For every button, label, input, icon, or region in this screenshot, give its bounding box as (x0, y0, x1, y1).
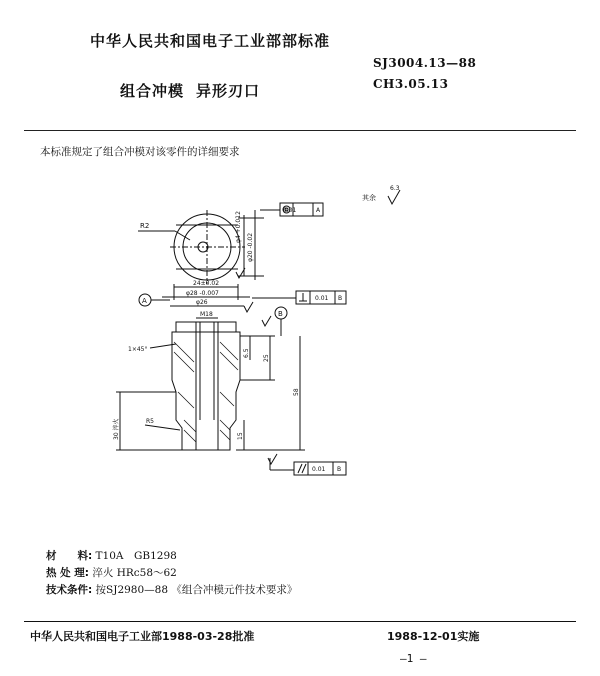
spec-material (46, 548, 177, 563)
dim-m18: M18 (200, 311, 213, 318)
section-body (172, 332, 240, 450)
dim-r2: R2 (140, 222, 150, 230)
dim-6-5: 6.5 (243, 348, 250, 358)
frame-concentricity-value: 0.01 (283, 207, 297, 214)
spec-heat-label: 热 处 理: (46, 567, 90, 579)
dim-25: 25 (263, 354, 270, 362)
approval-text: 中华人民共和国电子工业部1988-03-28批准 (30, 630, 255, 643)
dim-width-24: 24±0.02 (193, 280, 220, 287)
frame-parallel-value: 0.01 (312, 466, 326, 473)
spec-heat-treatment (46, 565, 177, 580)
section-top-flange (176, 322, 236, 332)
category-code: CH3.05.13 (373, 77, 449, 91)
dim-58: 58 (293, 388, 300, 396)
roughness-other-value: 6.3 (390, 185, 400, 192)
datum-a-label: A (142, 297, 147, 305)
page-number: —1 — (400, 652, 427, 665)
frame-perp-value: 0.01 (315, 295, 329, 302)
dim-phi20: φ20 -0.02 (247, 232, 254, 262)
spec-technical-conditions (46, 582, 297, 597)
spec-heat-value: 淬火 HRc58～62 (92, 567, 177, 579)
r5-leader (145, 425, 180, 430)
dim-15: 15 (237, 432, 244, 440)
footer-rule (24, 621, 576, 622)
roughness-symbol-4 (268, 454, 277, 464)
frame-perp-datum: B (338, 295, 343, 302)
roughness-symbol-3 (262, 316, 271, 326)
frame-parallel-datum: B (337, 466, 342, 473)
spec-tech-value: 按SJ2980—88 《组合冲模元件技术要求》 (95, 584, 298, 596)
frame-concentricity-datum: A (316, 207, 321, 214)
document-subtitle: 异形刃口 (196, 82, 261, 100)
datum-b-label: B (278, 310, 283, 318)
dim-phi26: φ26 (196, 299, 208, 306)
roughness-other-symbol (388, 190, 400, 204)
intro-text: 本标准规定了组合冲模对该零件的详细要求 (40, 146, 240, 158)
document-title: 组合冲模 (120, 82, 185, 100)
spec-tech-label: 技术条件: (46, 584, 93, 596)
spec-material-label: 材 料: (46, 550, 93, 562)
roughness-other-label: 其余 (362, 194, 376, 202)
dim-30: 30 淬火 (113, 418, 120, 440)
dim-r5: R5 (146, 418, 154, 425)
spec-material-value: T10A GB1298 (95, 550, 177, 562)
dim-chamfer: 1×45° (128, 346, 148, 353)
dim-phi4: φ4 +0.012 (235, 211, 242, 243)
implementation-date: 1988-12-01实施 (387, 630, 480, 643)
standard-code: SJ3004.13—88 (373, 56, 477, 70)
standard-organization: 中华人民共和国电子工业部部标准 (90, 32, 331, 50)
dim-phi28: φ28 -0.007 (186, 290, 219, 297)
roughness-symbol-2 (244, 302, 253, 312)
